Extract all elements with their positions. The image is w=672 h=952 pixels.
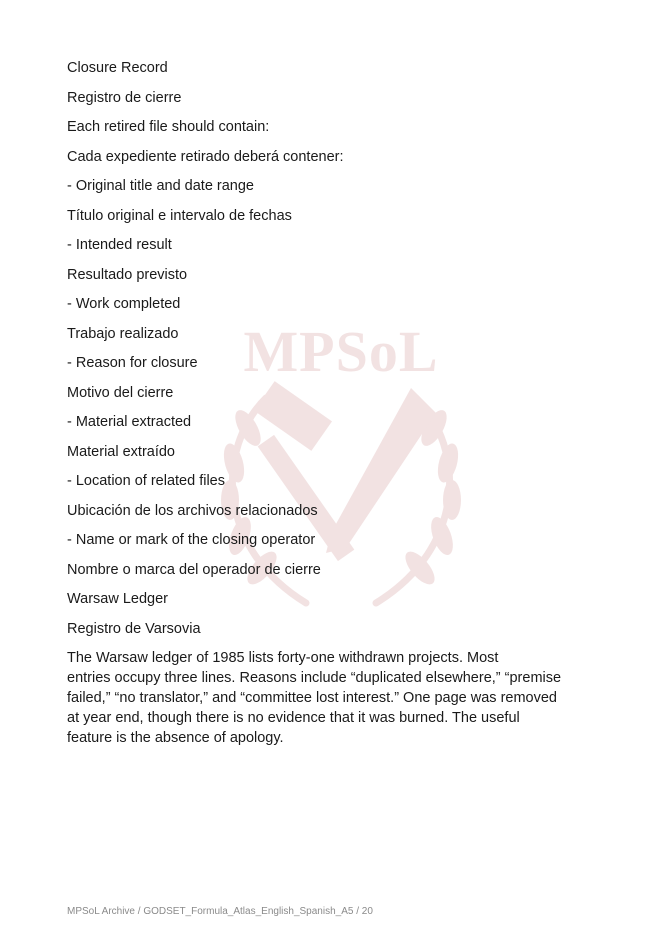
paragraph-line: entries occupy three lines. Reasons include “duplicated elsewhere,” “premise — [67, 670, 562, 686]
list-item-translation: Motivo del cierre — [67, 384, 174, 401]
list-item-translation: Ubicación de los archivos relacionados — [67, 502, 318, 519]
list-item: - Work completed — [67, 296, 181, 312]
list-item: - Material extracted — [67, 414, 192, 430]
list-item-translation: Material extraído — [67, 443, 175, 460]
page-footer: MPSoL Archive / GODSET_Formula_Atlas_English_Spanish_A5 / 20 — [67, 906, 373, 917]
list-item-translation: Trabajo realizado — [67, 325, 179, 342]
list-item: - Original title and date range — [67, 178, 254, 194]
heading-closure-record: Closure Record — [67, 60, 168, 76]
list-item: - Location of related files — [67, 473, 225, 489]
heading-warsaw-ledger: Warsaw Ledger — [67, 591, 169, 607]
list-item-translation: Título original e intervalo de fechas — [67, 207, 292, 224]
paragraph-line: The Warsaw ledger of 1985 lists forty-one withdrawn projects. Most — [67, 650, 499, 666]
list-item: - Name or mark of the closing operator — [67, 532, 316, 548]
warsaw-ledger-paragraph — [67, 648, 592, 748]
list-item-translation: Resultado previsto — [67, 266, 188, 283]
watermark-logo-text: MPSoL — [243, 319, 439, 384]
list-item: - Intended result — [67, 237, 172, 253]
heading-registro-de-varsovia: Registro de Varsovia — [67, 620, 201, 637]
text-line: Each retired file should contain: — [67, 119, 270, 135]
document-body — [67, 58, 607, 748]
paragraph-line: failed,” “no translator,” and “committee lost interest.” One page was removed — [67, 690, 557, 706]
heading-registro-de-cierre: Registro de cierre — [67, 89, 182, 106]
text-line: Cada expediente retirado deberá contener: — [67, 148, 344, 165]
list-item: - Reason for closure — [67, 355, 198, 371]
paragraph-line: at year end, though there is no evidence that it was burned. The useful — [67, 710, 520, 726]
list-item-translation: Nombre o marca del operador de cierre — [67, 561, 321, 578]
paragraph-line: feature is the absence of apology. — [67, 730, 284, 746]
